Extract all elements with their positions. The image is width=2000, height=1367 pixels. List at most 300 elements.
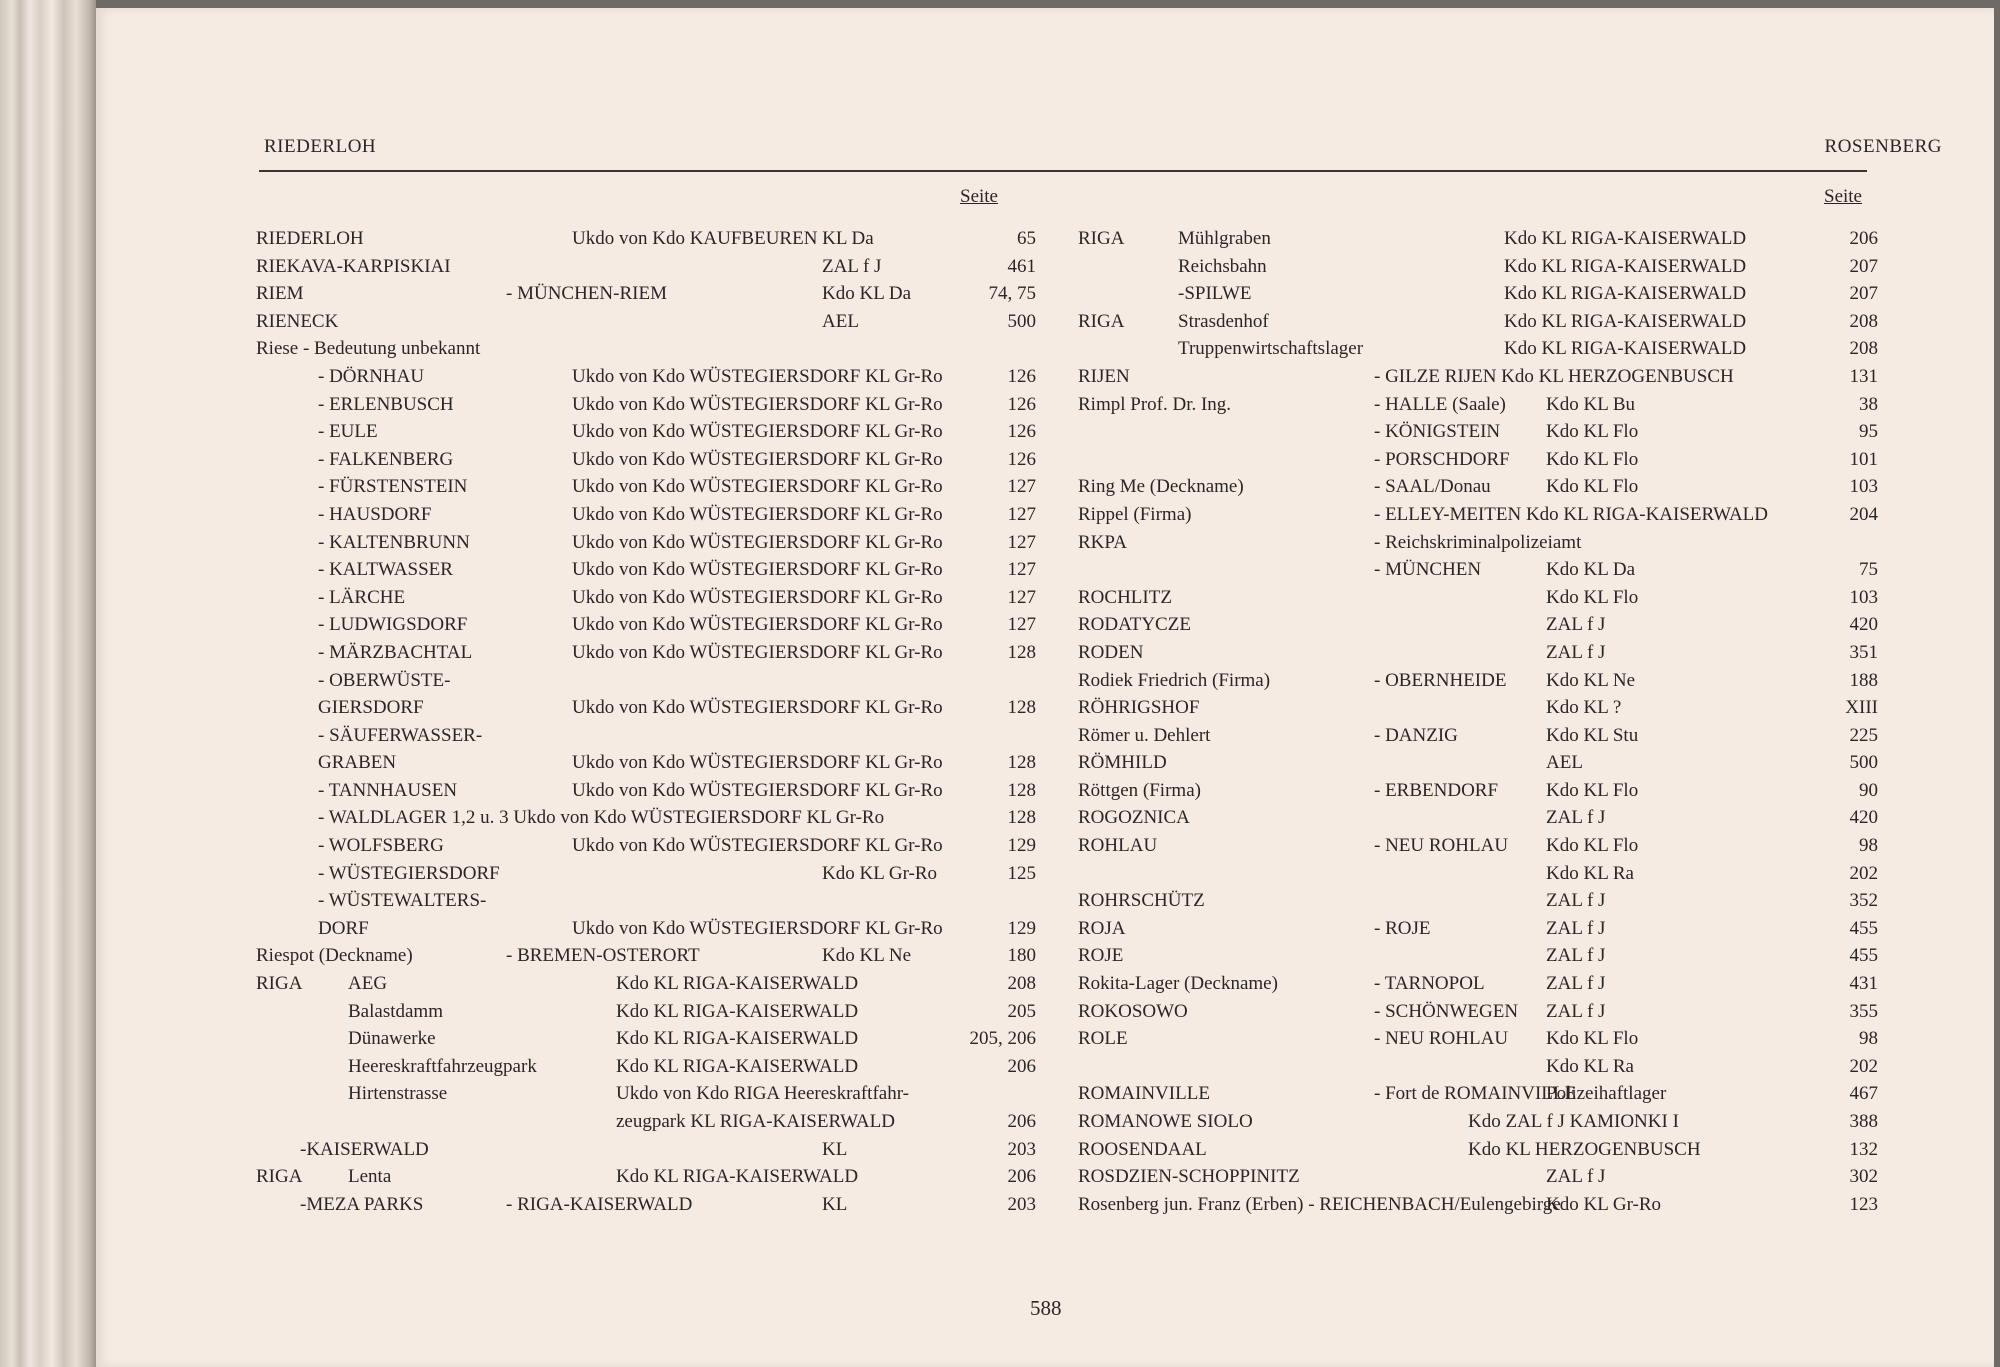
- left-index-entry-text: - FÜRSTENSTEIN: [318, 476, 468, 498]
- right-index-entry-text: Kdo KL Flo: [1546, 835, 1639, 857]
- left-index-entry-text: Ukdo von Kdo WÜSTEGIERSDORF KL Gr-Ro: [572, 393, 943, 415]
- right-index-entry-text: ROMAINVILLE: [1078, 1083, 1210, 1105]
- right-index-entry-text: RÖHRIGSHOF: [1078, 697, 1200, 719]
- right-index-entry-text: Kdo KL Bu: [1546, 393, 1636, 415]
- right-index-entry-page: 131: [1849, 365, 1878, 387]
- left-index-entry-text: - TANNHAUSEN: [318, 779, 458, 801]
- left-index-entry: [256, 1194, 1036, 1222]
- right-index-entry: [1078, 559, 1878, 587]
- left-index-entry: [256, 752, 1036, 780]
- left-index-entry-text: - EULE: [318, 421, 378, 443]
- left-index-entry: [256, 311, 1036, 339]
- right-index-entry-text: Kdo KL RIGA-KAISERWALD: [1504, 338, 1747, 360]
- right-index-entry: [1078, 366, 1878, 394]
- right-index-entry-text: ROHLAU: [1078, 835, 1158, 857]
- right-index-entry-text: - Reichskriminalpolizeiamt: [1374, 531, 1582, 553]
- right-index-entry-text: - NEU ROHLAU: [1374, 835, 1509, 857]
- left-index-entry-text: - SÄUFERWASSER-: [318, 724, 483, 746]
- left-index-entry-text: Hirtenstrasse: [348, 1083, 448, 1105]
- left-index-entry-page: 128: [1007, 807, 1036, 829]
- right-index-entry-text: RIJEN: [1078, 365, 1130, 387]
- left-index-entry-text: -MEZA PARKS: [300, 1193, 424, 1215]
- left-index-entry-text: - OBERWÜSTE-: [318, 669, 451, 691]
- left-index-entry-text: DORF: [318, 917, 369, 939]
- left-index-entry: [256, 1166, 1036, 1194]
- right-index-entry-text: Kdo KL Stu: [1546, 724, 1639, 746]
- left-index-entry: [256, 642, 1036, 670]
- right-index-entry-text: Kdo KL RIGA-KAISERWALD: [1504, 310, 1747, 332]
- right-index-entry: [1078, 504, 1878, 532]
- right-index-entry-page: 123: [1849, 1193, 1878, 1215]
- right-index-entry-text: Polizeihaftlager: [1546, 1083, 1667, 1105]
- right-index-entry-text: Kdo KL Flo: [1546, 421, 1639, 443]
- left-index-entry-page: 128: [1007, 752, 1036, 774]
- right-index-entry-page: 352: [1849, 890, 1878, 912]
- left-index-entry-page: 461: [1007, 255, 1036, 277]
- left-index-entry-page: 126: [1007, 448, 1036, 470]
- left-index-entry-text: -KAISERWALD: [300, 1138, 429, 1160]
- right-index-entry-text: - Fort de ROMAINVILLE: [1374, 1083, 1577, 1105]
- right-index-entry: [1078, 973, 1878, 1001]
- header-rule: [259, 170, 1867, 172]
- left-index-entry-page: 65: [1017, 228, 1036, 249]
- right-index-entry: [1078, 283, 1878, 311]
- right-index-entry-text: Kdo KL Flo: [1546, 779, 1639, 801]
- right-index-entry: [1078, 338, 1878, 366]
- left-index-entry: [256, 366, 1036, 394]
- right-index-entry-text: ZAL f J: [1546, 641, 1606, 663]
- right-index-entry-page: 103: [1849, 476, 1878, 498]
- right-index-entry-text: ROCHLITZ: [1078, 586, 1172, 608]
- left-index-entry: [256, 945, 1036, 973]
- left-index-entry-text: Ukdo von Kdo KAUFBEUREN KL Da: [572, 228, 874, 249]
- left-index-entry: [256, 256, 1036, 284]
- right-index-entry-page: 38: [1859, 393, 1878, 415]
- right-index-entry-page: 455: [1849, 917, 1878, 939]
- left-index-entry-text: RIEDERLOH: [256, 228, 364, 249]
- left-index-entry-text: KL: [822, 1138, 848, 1160]
- left-index-entry: [256, 1028, 1036, 1056]
- left-index-entry-page: 208: [1007, 973, 1036, 995]
- left-index-entry-text: Lenta: [348, 1166, 392, 1188]
- left-index-entry-text: Riese - Bedeutung unbekannt: [256, 338, 481, 360]
- left-index-entry-text: RIEM: [256, 283, 304, 305]
- right-index-entry-page: XIII: [1845, 697, 1878, 719]
- right-index-entry-text: RKPA: [1078, 531, 1127, 553]
- left-index-entry-text: - MÜNCHEN-RIEM: [506, 283, 667, 305]
- left-index-entry-text: - WÜSTEWALTERS-: [318, 890, 487, 912]
- right-index-entry-text: -SPILWE: [1178, 283, 1252, 305]
- right-index-entry-text: ROJE: [1078, 945, 1124, 967]
- right-index-entry: [1078, 587, 1878, 615]
- right-index-entry-page: 208: [1849, 338, 1878, 360]
- left-index-entry-page: 128: [1007, 697, 1036, 719]
- running-head-left: RIEDERLOH: [264, 136, 377, 157]
- right-index-entry: [1078, 1111, 1878, 1139]
- left-index-entry-page: 206: [1007, 1055, 1036, 1077]
- left-index-entry-page: 500: [1007, 310, 1036, 332]
- right-index-entry-text: ROHRSCHÜTZ: [1078, 890, 1205, 912]
- left-index-entry-text: Ukdo von Kdo WÜSTEGIERSDORF KL Gr-Ro: [572, 614, 943, 636]
- right-index-entry: [1078, 449, 1878, 477]
- right-index-entry-text: Römer u. Dehlert: [1078, 724, 1211, 746]
- left-index-entry: [256, 394, 1036, 422]
- right-index-entry-text: Kdo KL Da: [1546, 559, 1635, 581]
- left-index-entry: [256, 228, 1036, 256]
- right-index-entry: [1078, 863, 1878, 891]
- left-index-entry-text: - WOLFSBERG: [318, 835, 444, 857]
- left-index-entry-page: 129: [1007, 835, 1036, 857]
- left-index-entry-text: AEG: [348, 973, 388, 995]
- right-index-entry-text: RODEN: [1078, 641, 1144, 663]
- left-index-entry: [256, 338, 1036, 366]
- left-index-entry-page: 128: [1007, 779, 1036, 801]
- right-index-entry-text: - GILZE RIJEN Kdo KL HERZOGENBUSCH: [1374, 365, 1734, 387]
- right-index-entry-page: 95: [1859, 421, 1878, 443]
- left-index-entry-text: - LÄRCHE: [318, 586, 406, 608]
- right-index-entry-text: Rodiek Friedrich (Firma): [1078, 669, 1271, 691]
- left-index-entry-page: 205: [1007, 1000, 1036, 1022]
- left-index-entry-text: RIEKAVA-KARPISKIAI: [256, 255, 451, 277]
- right-index-entry: [1078, 918, 1878, 946]
- left-index-entry-text: Kdo KL RIGA-KAISERWALD: [616, 1166, 859, 1188]
- right-index-entry-text: RODATYCZE: [1078, 614, 1191, 636]
- right-index-entry-text: - ROJE: [1374, 917, 1431, 939]
- right-index-entry-text: ROGOZNICA: [1078, 807, 1190, 829]
- right-index-entry-text: Rimpl Prof. Dr. Ing.: [1078, 393, 1232, 415]
- right-index-entry-text: ROMANOWE SIOLO: [1078, 1111, 1253, 1132]
- left-index-entry-text: Kdo KL RIGA-KAISERWALD: [616, 973, 859, 995]
- left-index-entry-text: - ERLENBUSCH: [318, 393, 454, 415]
- book-page-edges: [0, 0, 96, 1367]
- right-index-entry-text: Reichsbahn: [1178, 255, 1267, 277]
- right-index-entry-page: 132: [1849, 1138, 1878, 1160]
- right-index-entry-page: 188: [1849, 669, 1878, 691]
- left-index-entry: [256, 670, 1036, 698]
- right-index-entry: [1078, 1166, 1878, 1194]
- seite-label-right: Seite: [1824, 186, 1862, 207]
- left-index-entry-text: Riespot (Deckname): [256, 945, 413, 967]
- left-index-entry-text: Ukdo von Kdo WÜSTEGIERSDORF KL Gr-Ro: [572, 365, 943, 387]
- right-index-entry: [1078, 228, 1878, 256]
- right-index-entry: [1078, 725, 1878, 753]
- right-index-entry-text: ZAL f J: [1546, 1000, 1606, 1022]
- left-index-entry-text: Ukdo von Kdo WÜSTEGIERSDORF KL Gr-Ro: [572, 586, 943, 608]
- running-head-right: ROSENBERG: [1824, 136, 1942, 157]
- left-index-entry-text: - WALDLAGER 1,2 u. 3 Ukdo von Kdo WÜSTEGIERSDORF KL Gr-Ro: [318, 807, 885, 829]
- left-index-entry-text: AEL: [822, 310, 859, 332]
- right-index-entry-page: 225: [1849, 724, 1878, 746]
- left-index-entry: [256, 725, 1036, 753]
- right-index-entry-page: 75: [1859, 559, 1878, 581]
- right-index-entry: [1078, 807, 1878, 835]
- left-index-entry-page: 126: [1007, 421, 1036, 443]
- right-index-entry-text: Rokita-Lager (Deckname): [1078, 973, 1278, 995]
- right-index-entry-text: Kdo ZAL f J KAMIONKI I: [1468, 1111, 1679, 1132]
- left-index-entry: [256, 449, 1036, 477]
- left-index-entry-page: 205, 206: [969, 1028, 1036, 1050]
- left-index-entry-page: 127: [1007, 503, 1036, 525]
- right-index-entry-page: 208: [1849, 310, 1878, 332]
- right-index-entry: [1078, 421, 1878, 449]
- right-index-entry-text: Kdo KL Ne: [1546, 669, 1635, 691]
- right-index-entry-page: 103: [1849, 586, 1878, 608]
- left-index-entry-text: Kdo KL Gr-Ro: [822, 862, 938, 884]
- right-index-entry-text: Röttgen (Firma): [1078, 779, 1201, 801]
- right-index-entry: [1078, 670, 1878, 698]
- right-index-entry-page: 207: [1849, 283, 1878, 305]
- right-index-entry: [1078, 476, 1878, 504]
- left-index-entry-text: Heereskraftfahrzeugpark: [348, 1055, 537, 1077]
- right-index-entry: [1078, 780, 1878, 808]
- seite-label-left: Seite: [960, 186, 998, 207]
- right-index-entry-page: 431: [1849, 973, 1878, 995]
- left-index-entry: [256, 532, 1036, 560]
- right-index-entry-text: ROJA: [1078, 917, 1126, 939]
- right-index-entry-page: 90: [1859, 779, 1878, 801]
- right-index-entry-text: ZAL f J: [1546, 917, 1606, 939]
- left-index-entry-text: Ukdo von Kdo WÜSTEGIERSDORF KL Gr-Ro: [572, 503, 943, 525]
- right-index-entry-text: Kdo KL ?: [1546, 697, 1622, 719]
- right-index-entry-text: Kdo KL Flo: [1546, 586, 1639, 608]
- right-index-entry: [1078, 1056, 1878, 1084]
- right-index-entry-text: Rosenberg jun. Franz (Erben) - REICHENBACH/Eulengebirge: [1078, 1193, 1561, 1215]
- left-index-entry-page: 125: [1007, 862, 1036, 884]
- right-index-entry-text: RIGA: [1078, 310, 1125, 332]
- left-index-entry: [256, 1056, 1036, 1084]
- left-index-entry-text: - BREMEN-OSTERORT: [506, 945, 700, 967]
- right-index-entry-text: - ERBENDORF: [1374, 779, 1499, 801]
- left-index-entry-page: 126: [1007, 365, 1036, 387]
- right-index-entry: [1078, 1083, 1878, 1111]
- left-index-entry: [256, 1139, 1036, 1167]
- left-index-entry-text: Kdo KL Da: [822, 283, 911, 305]
- right-index-entry-page: 207: [1849, 255, 1878, 277]
- left-index-entry: [256, 614, 1036, 642]
- left-index-entry-page: 206: [1007, 1111, 1036, 1132]
- right-index-entry-text: ROKOSOWO: [1078, 1000, 1188, 1022]
- right-index-entry: [1078, 394, 1878, 422]
- left-index-entry-text: Dünawerke: [348, 1028, 436, 1050]
- right-index-entry-text: Kdo KL RIGA-KAISERWALD: [1504, 283, 1747, 305]
- left-index-entry-text: Ukdo von Kdo WÜSTEGIERSDORF KL Gr-Ro: [572, 448, 943, 470]
- right-index-entry-text: Rippel (Firma): [1078, 503, 1192, 525]
- right-index-entry: [1078, 311, 1878, 339]
- right-index-entry-text: ZAL f J: [1546, 807, 1606, 829]
- left-index-entry-text: - HAUSDORF: [318, 503, 432, 525]
- right-index-entry-text: ROLE: [1078, 1028, 1128, 1050]
- left-index-entry-text: - FALKENBERG: [318, 448, 454, 470]
- left-index-entry-text: GIERSDORF: [318, 697, 424, 719]
- right-index-entry-page: 204: [1849, 503, 1878, 525]
- book-page: [96, 8, 1994, 1367]
- right-index-entry-text: ZAL f J: [1546, 1166, 1606, 1188]
- left-index-entry-text: GRABEN: [318, 752, 397, 774]
- right-index-entry-page: 455: [1849, 945, 1878, 967]
- right-index-entry-text: Kdo KL Flo: [1546, 476, 1639, 498]
- right-index-entry-text: - KÖNIGSTEIN: [1374, 421, 1501, 443]
- right-index-entry: [1078, 835, 1878, 863]
- right-index-entry-text: ROSDZIEN-SCHOPPINITZ: [1078, 1166, 1300, 1188]
- left-index-entry-text: RIGA: [256, 1166, 303, 1188]
- right-index-entry-text: Mühlgraben: [1178, 228, 1271, 249]
- left-index-entry-page: 128: [1007, 641, 1036, 663]
- left-index-entry-text: Ukdo von Kdo WÜSTEGIERSDORF KL Gr-Ro: [572, 531, 943, 553]
- left-index-entry-page: 126: [1007, 393, 1036, 415]
- left-index-entry-text: Ukdo von Kdo WÜSTEGIERSDORF KL Gr-Ro: [572, 917, 943, 939]
- right-index-entry-text: ZAL f J: [1546, 890, 1606, 912]
- left-index-entry-text: Balastdamm: [348, 1000, 443, 1022]
- right-index-entry: [1078, 752, 1878, 780]
- page-number: 588: [1030, 1296, 1062, 1320]
- left-index-entry: [256, 559, 1036, 587]
- right-index-entry: [1078, 945, 1878, 973]
- right-index-entry-text: Ring Me (Deckname): [1078, 476, 1244, 498]
- left-index-entry-text: Kdo KL RIGA-KAISERWALD: [616, 1055, 859, 1077]
- right-index-entry: [1078, 256, 1878, 284]
- right-index-entry-page: 202: [1849, 1055, 1878, 1077]
- right-index-entry-text: Kdo KL Gr-Ro: [1546, 1193, 1662, 1215]
- left-index-entry-text: Ukdo von Kdo WÜSTEGIERSDORF KL Gr-Ro: [572, 697, 943, 719]
- right-index-entry-text: ZAL f J: [1546, 614, 1606, 636]
- right-index-entry-text: - MÜNCHEN: [1374, 559, 1482, 581]
- left-index-entry: [256, 1001, 1036, 1029]
- left-index-entry-page: 206: [1007, 1166, 1036, 1188]
- right-index-entry-page: 101: [1849, 448, 1878, 470]
- left-index-entry: [256, 283, 1036, 311]
- left-index-entry: [256, 807, 1036, 835]
- left-index-entry-text: - RIGA-KAISERWALD: [506, 1193, 693, 1215]
- left-index-entry: [256, 863, 1036, 891]
- right-index-entry: [1078, 1139, 1878, 1167]
- right-index-entry-text: - HALLE (Saale): [1374, 393, 1506, 415]
- right-index-entry-text: - NEU ROHLAU: [1374, 1028, 1509, 1050]
- left-index-entry-text: - KALTWASSER: [318, 559, 453, 581]
- left-index-entry: [256, 476, 1036, 504]
- right-index-entry-text: Kdo KL RIGA-KAISERWALD: [1504, 228, 1747, 249]
- left-index-entry-text: Kdo KL RIGA-KAISERWALD: [616, 1028, 859, 1050]
- left-index-entry-text: Ukdo von Kdo WÜSTEGIERSDORF KL Gr-Ro: [572, 641, 943, 663]
- left-index-entry-text: Ukdo von Kdo WÜSTEGIERSDORF KL Gr-Ro: [572, 835, 943, 857]
- left-index-entry-page: 129: [1007, 917, 1036, 939]
- right-index-entry-text: Strasdenhof: [1178, 310, 1269, 332]
- right-index-entry-text: AEL: [1546, 752, 1583, 774]
- right-index-entry-text: RIGA: [1078, 228, 1125, 249]
- right-index-entry-text: ROOSENDAAL: [1078, 1138, 1207, 1160]
- left-index-entry-text: Ukdo von Kdo WÜSTEGIERSDORF KL Gr-Ro: [572, 421, 943, 443]
- right-index-entry: [1078, 1001, 1878, 1029]
- right-index-entry-text: ZAL f J: [1546, 945, 1606, 967]
- right-index-entry-text: Kdo KL RIGA-KAISERWALD: [1504, 255, 1747, 277]
- right-index-entry-text: Kdo KL Flo: [1546, 1028, 1639, 1050]
- right-index-entry-text: - PORSCHDORF: [1374, 448, 1510, 470]
- right-index-entry-page: 388: [1849, 1111, 1878, 1132]
- left-index-entry: [256, 1083, 1036, 1111]
- left-index-entry-page: 180: [1007, 945, 1036, 967]
- right-index-entry-text: - ELLEY-MEITEN Kdo KL RIGA-KAISERWALD: [1374, 503, 1769, 525]
- left-index-entry-text: Kdo KL RIGA-KAISERWALD: [616, 1000, 859, 1022]
- right-index-entry-text: Kdo KL Ra: [1546, 862, 1634, 884]
- right-index-entry-text: - OBERNHEIDE: [1374, 669, 1507, 691]
- left-index-entry: [256, 780, 1036, 808]
- right-index-entry-text: RÖMHILD: [1078, 752, 1167, 774]
- right-index-entry-page: 98: [1859, 1028, 1878, 1050]
- left-index-entry: [256, 973, 1036, 1001]
- right-index-entry-text: - TARNOPOL: [1374, 973, 1485, 995]
- left-index-entry: [256, 890, 1036, 918]
- left-index-entry: [256, 421, 1036, 449]
- left-index-entry-text: - WÜSTEGIERSDORF: [318, 862, 500, 884]
- left-index-entry-text: RIENECK: [256, 310, 339, 332]
- left-index-entry: [256, 587, 1036, 615]
- left-index-entry-text: Ukdo von Kdo WÜSTEGIERSDORF KL Gr-Ro: [572, 752, 943, 774]
- left-index-entry-page: 127: [1007, 476, 1036, 498]
- right-index-entry-page: 206: [1849, 228, 1878, 249]
- right-index-entry: [1078, 1028, 1878, 1056]
- left-index-entry-page: 74, 75: [988, 283, 1036, 305]
- right-index-entry-page: 202: [1849, 862, 1878, 884]
- left-index-entry-text: - LUDWIGSDORF: [318, 614, 468, 636]
- left-index-entry-text: Ukdo von Kdo WÜSTEGIERSDORF KL Gr-Ro: [572, 559, 943, 581]
- right-index-entry-text: Kdo KL Ra: [1546, 1055, 1634, 1077]
- left-index-entry-text: zeugpark KL RIGA-KAISERWALD: [616, 1111, 895, 1132]
- left-index-entry: [256, 835, 1036, 863]
- left-index-entry-text: - DÖRNHAU: [318, 365, 425, 387]
- right-index-entry-text: Kdo KL Flo: [1546, 448, 1639, 470]
- right-index-entry-text: Kdo KL HERZOGENBUSCH: [1468, 1138, 1701, 1160]
- left-index-entry-page: 127: [1007, 531, 1036, 553]
- left-index-entry-text: KL: [822, 1193, 848, 1215]
- right-index-entry-text: - DANZIG: [1374, 724, 1458, 746]
- left-index-entry: [256, 1111, 1036, 1139]
- right-index-entry: [1078, 614, 1878, 642]
- right-index-column: [1078, 228, 1878, 1221]
- right-index-entry: [1078, 697, 1878, 725]
- right-index-entry: [1078, 532, 1878, 560]
- left-index-entry-text: - KALTENBRUNN: [318, 531, 470, 553]
- right-index-entry-text: ZAL f J: [1546, 973, 1606, 995]
- right-index-entry-text: - SAAL/Donau: [1374, 476, 1491, 498]
- right-index-entry: [1078, 890, 1878, 918]
- left-index-entry-page: 127: [1007, 586, 1036, 608]
- left-index-entry-page: 127: [1007, 559, 1036, 581]
- right-index-entry-page: 98: [1859, 835, 1878, 857]
- right-index-entry-page: 420: [1849, 807, 1878, 829]
- left-index-entry-text: Ukdo von Kdo WÜSTEGIERSDORF KL Gr-Ro: [572, 476, 943, 498]
- left-index-entry-text: ZAL f J: [822, 255, 882, 277]
- left-index-entry-text: - MÄRZBACHTAL: [318, 641, 473, 663]
- right-index-entry: [1078, 642, 1878, 670]
- left-index-entry-text: Ukdo von Kdo RIGA Heereskraftfahr-: [616, 1083, 909, 1105]
- left-index-entry-page: 203: [1007, 1138, 1036, 1160]
- left-index-entry: [256, 504, 1036, 532]
- left-index-entry-page: 203: [1007, 1193, 1036, 1215]
- right-index-entry: [1078, 1194, 1878, 1222]
- left-index-entry-text: RIGA: [256, 973, 303, 995]
- right-index-entry-page: 302: [1849, 1166, 1878, 1188]
- right-index-entry-page: 500: [1849, 752, 1878, 774]
- left-index-entry-page: 127: [1007, 614, 1036, 636]
- right-index-entry-text: - SCHÖNWEGEN: [1374, 1000, 1519, 1022]
- right-index-entry-page: 467: [1849, 1083, 1878, 1105]
- left-index-entry-text: Ukdo von Kdo WÜSTEGIERSDORF KL Gr-Ro: [572, 779, 943, 801]
- right-index-entry-page: 355: [1849, 1000, 1878, 1022]
- right-index-entry-page: 351: [1849, 641, 1878, 663]
- left-index-entry: [256, 697, 1036, 725]
- right-index-entry-text: Truppenwirtschaftslager: [1178, 338, 1364, 360]
- right-index-entry-page: 420: [1849, 614, 1878, 636]
- left-index-entry-text: Kdo KL Ne: [822, 945, 911, 967]
